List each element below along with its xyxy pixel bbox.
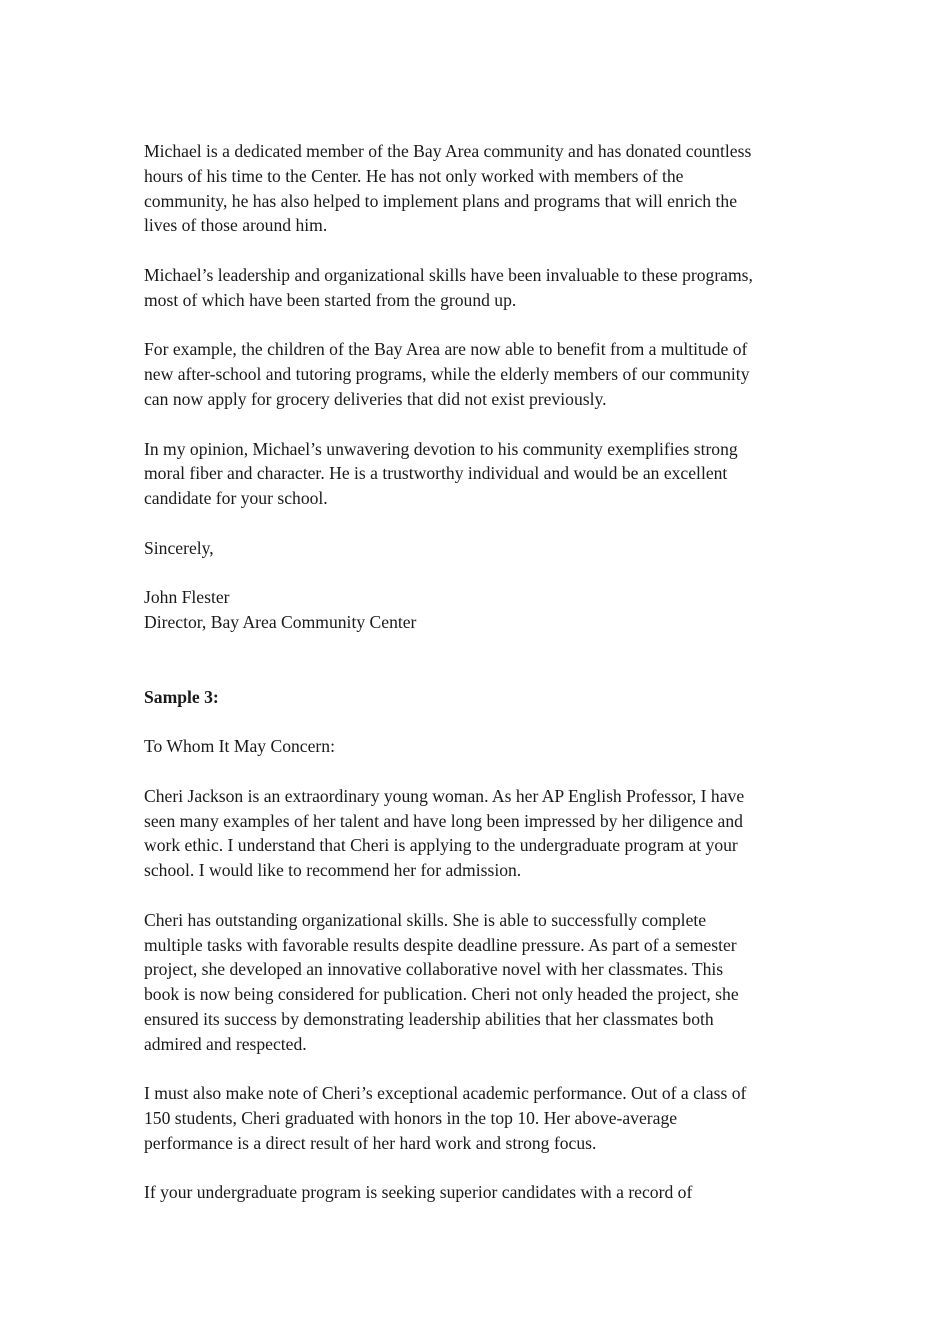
letter2-signature (144, 585, 824, 635)
letter2-paragraph-4 (144, 437, 824, 511)
sample3-paragraph-3 (144, 1081, 824, 1155)
text-line: Michael is a dedicated member of the Bay Area community and has donated countless (144, 141, 752, 161)
text-line: I must also make note of Cheri’s exceptional academic performance. Out of a class of (144, 1083, 747, 1104)
text-line: 150 students, Cheri graduated with honors in the top 10. Her above-average (144, 1108, 678, 1129)
signer-name: John Flester (144, 587, 230, 608)
document-body (144, 139, 824, 1230)
text-line: performance is a direct result of her hard work and strong focus. (144, 1132, 597, 1153)
text-line: ensured its success by demonstrating leadership abilities that her classmates both (144, 1008, 714, 1029)
sample3-heading (144, 685, 824, 710)
text-line: work ethic. I understand that Cheri is applying to the undergraduate program at your (144, 835, 738, 856)
text-line: new after-school and tutoring programs, while the elderly members of our community (144, 364, 750, 385)
text-line: seen many examples of her talent and have long been impressed by her diligence and (144, 810, 743, 831)
text-line: community, he has also helped to implement plans and programs that will enrich the (144, 190, 737, 211)
text-line: admired and respected. (144, 1033, 307, 1054)
text-line: project, she developed an innovative collaborative novel with her classmates. This (144, 959, 724, 980)
text-line: hours of his time to the Center. He has not only worked with members of the (144, 165, 684, 186)
text-line: school. I would like to recommend her for admission. (144, 860, 522, 881)
letter2-closing (144, 536, 824, 561)
sample3-paragraph-2 (144, 908, 824, 1057)
letter2-paragraph-3 (144, 337, 824, 411)
text-line: can now apply for grocery deliveries that did not exist previously. (144, 388, 607, 409)
text-line: In my opinion, Michael’s unwavering devotion to his community exemplifies strong (144, 438, 738, 459)
text-line: Cheri Jackson is an extraordinary young woman. As her AP English Professor, I have (144, 785, 745, 806)
text-line: If your undergraduate program is seeking superior candidates with a record of (144, 1182, 693, 1203)
sample3-salutation (144, 734, 824, 759)
text-line: candidate for your school. (144, 488, 328, 509)
section-heading: Sample 3: (144, 686, 219, 707)
text-line: moral fiber and character. He is a trustworthy individual and would be an excellent (144, 463, 728, 484)
text-line: book is now being considered for publication. Cheri not only headed the project, she (144, 984, 739, 1005)
text-line: most of which have been started from the ground up. (144, 289, 517, 310)
text-line: Cheri has outstanding organizational skills. She is able to successfully complete (144, 909, 707, 930)
letter2-paragraph-2 (144, 263, 824, 313)
salutation-text: To Whom It May Concern: (144, 736, 335, 757)
text-line: multiple tasks with favorable results despite deadline pressure. As part of a semester (144, 934, 737, 955)
letter2-paragraph-1 (144, 139, 824, 238)
text-line: For example, the children of the Bay Area are now able to benefit from a multitude of (144, 339, 748, 360)
closing-text: Sincerely, (144, 537, 214, 558)
text-line: lives of those around him. (144, 215, 328, 236)
signer-title: Director, Bay Area Community Center (144, 612, 417, 633)
sample3-paragraph-4 (144, 1180, 824, 1205)
sample3-paragraph-1 (144, 784, 824, 883)
text-line: Michael’s leadership and organizational skills have been invaluable to these programs, (144, 264, 753, 285)
